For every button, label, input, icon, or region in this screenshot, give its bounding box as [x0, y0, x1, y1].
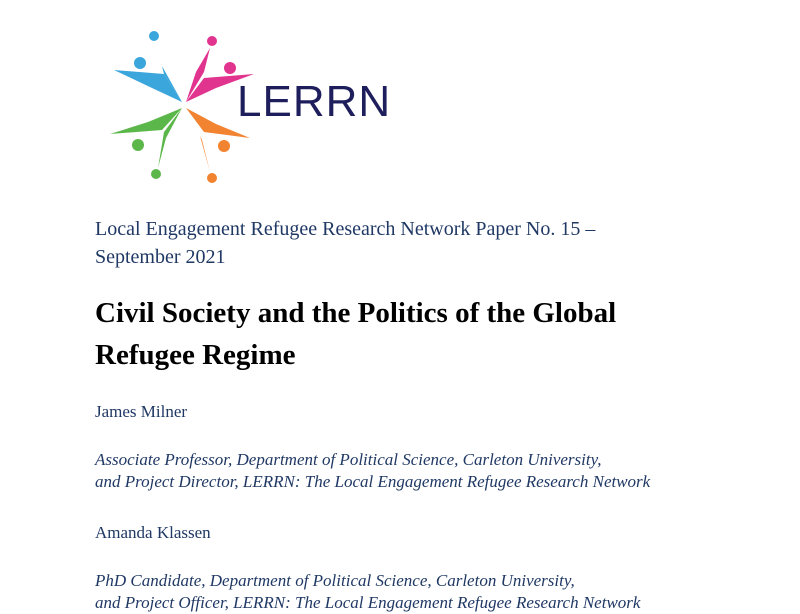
- author-name-1: James Milner: [95, 402, 188, 421]
- logo-wordmark: LERRN: [237, 77, 392, 126]
- paper-title-line-1: Civil Society and the Politics of the Global: [95, 297, 617, 329]
- series-line: [95, 215, 735, 271]
- logo-magenta-head-top: [207, 36, 217, 46]
- series-line-1: Local Engagement Refugee Research Network Paper No. 15 –: [95, 218, 596, 240]
- logo-green-arm: [110, 108, 182, 134]
- logo-green-head-bottom: [151, 169, 161, 179]
- author-affiliation-1: [95, 449, 785, 493]
- logo-blue-head-left: [134, 57, 146, 69]
- author-affiliation-2-line-1: PhD Candidate, Department of Political Science, Carleton University,: [95, 571, 575, 590]
- paper-title: [95, 292, 735, 376]
- logo-green-head-left: [132, 139, 144, 151]
- author-name-2: Amanda Klassen: [95, 523, 211, 542]
- logo-blue-head-top: [149, 31, 159, 41]
- logo-orange-head-bottom: [207, 173, 217, 183]
- author-affiliation-2: [95, 570, 785, 614]
- logo-orange-head-right: [218, 140, 230, 152]
- series-line-2: September 2021: [95, 246, 226, 268]
- author-affiliation-1-line-1: Associate Professor, Department of Political Science, Carleton University,: [95, 450, 602, 469]
- logo-magenta-head-right: [224, 62, 236, 74]
- author-affiliation-1-line-2: and Project Director, LERRN: The Local Engagement Refugee Research Network: [95, 472, 651, 491]
- author-affiliation-2-line-2: and Project Officer, LERRN: The Local Engagement Refugee Research Network: [95, 593, 641, 612]
- paper-title-line-2: Refugee Regime: [95, 339, 296, 371]
